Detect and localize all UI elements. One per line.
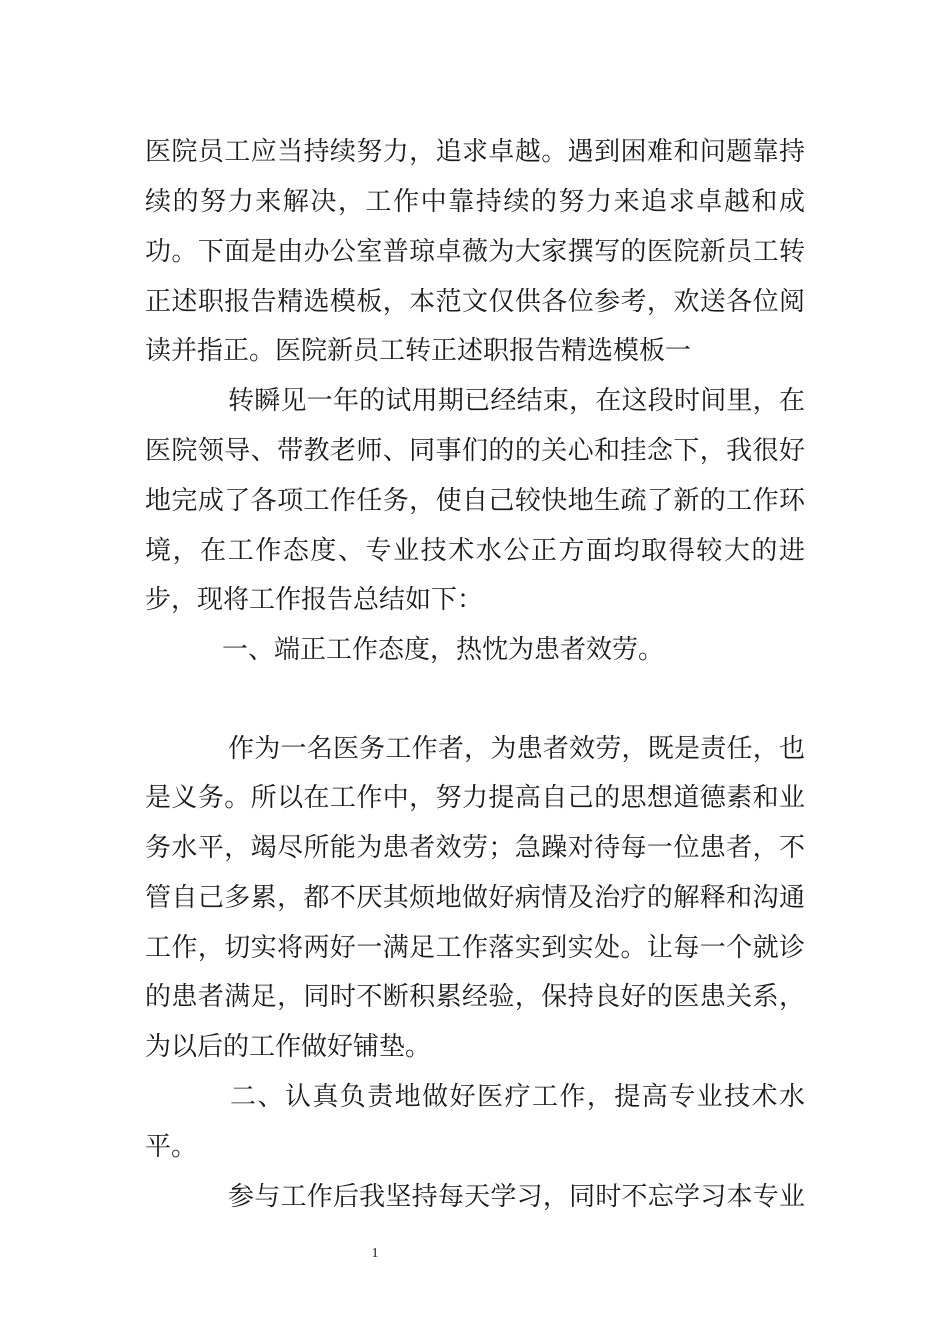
paragraph-line-8: 地完成了各项工作任务，使自己较快地生疏了新的工作环 <box>145 486 805 516</box>
paragraph-line-9: 境，在工作态度、专业技术水公正方面均取得较大的进 <box>145 536 805 566</box>
paragraph-line-6: 转瞬见一年的试用期已经结束，在这段时间里，在 <box>228 386 805 416</box>
paragraph-line-10: 步，现将工作报告总结如下： <box>145 585 484 615</box>
paragraph-line-4: 正述职报告精选模板，本范文仅供各位参考，欢送各位阅 <box>145 287 805 317</box>
paragraph-line-7: 医院领导、带教老师、同事们的的关心和挂念下，我很好 <box>145 436 805 466</box>
paragraph-line-17: 为以后的工作做好铺垫。 <box>145 1032 432 1062</box>
section-heading-2-continued: 平。 <box>145 1132 198 1162</box>
paragraph-line-1: 医院员工应当持续努力，追求卓越。遇到困难和问题靠持 <box>145 137 805 167</box>
paragraph-line-14: 管自己多累，都不厌其烦地做好病情及治疗的解释和沟通 <box>145 883 805 913</box>
paragraph-line-5: 读并指正。医院新员工转正述职报告精选模板一 <box>145 336 692 366</box>
section-heading-1: 一、端正工作态度，热忱为患者效劳。 <box>222 635 665 665</box>
paragraph-line-18: 参与工作后我坚持每天学习，同时不忘学习本专业 <box>228 1182 805 1212</box>
paragraph-line-16: 的患者满足，同时不断积累经验，保持良好的医患关系， <box>145 982 805 1012</box>
paragraph-line-13: 务水平，竭尽所能为患者效劳；急躁对待每一位患者，不 <box>145 833 805 863</box>
paragraph-line-11: 作为一名医务工作者，为患者效劳，既是责任，也 <box>228 734 805 764</box>
paragraph-line-2: 续的努力来解决，工作中靠持续的努力来追求卓越和成 <box>145 187 805 217</box>
paragraph-line-3: 功。下面是由办公室普琼卓薇为大家撰写的医院新员工转 <box>145 237 805 267</box>
page-number: 1 <box>371 1246 379 1261</box>
paragraph-line-12: 是义务。所以在工作中，努力提高自己的思想道德素和业 <box>145 783 805 813</box>
paragraph-line-15: 工作，切实将两好一满足工作落实到实处。让每一个就诊 <box>145 933 805 963</box>
section-heading-2: 二、认真负责地做好医疗工作，提高专业技术水 <box>230 1082 805 1112</box>
